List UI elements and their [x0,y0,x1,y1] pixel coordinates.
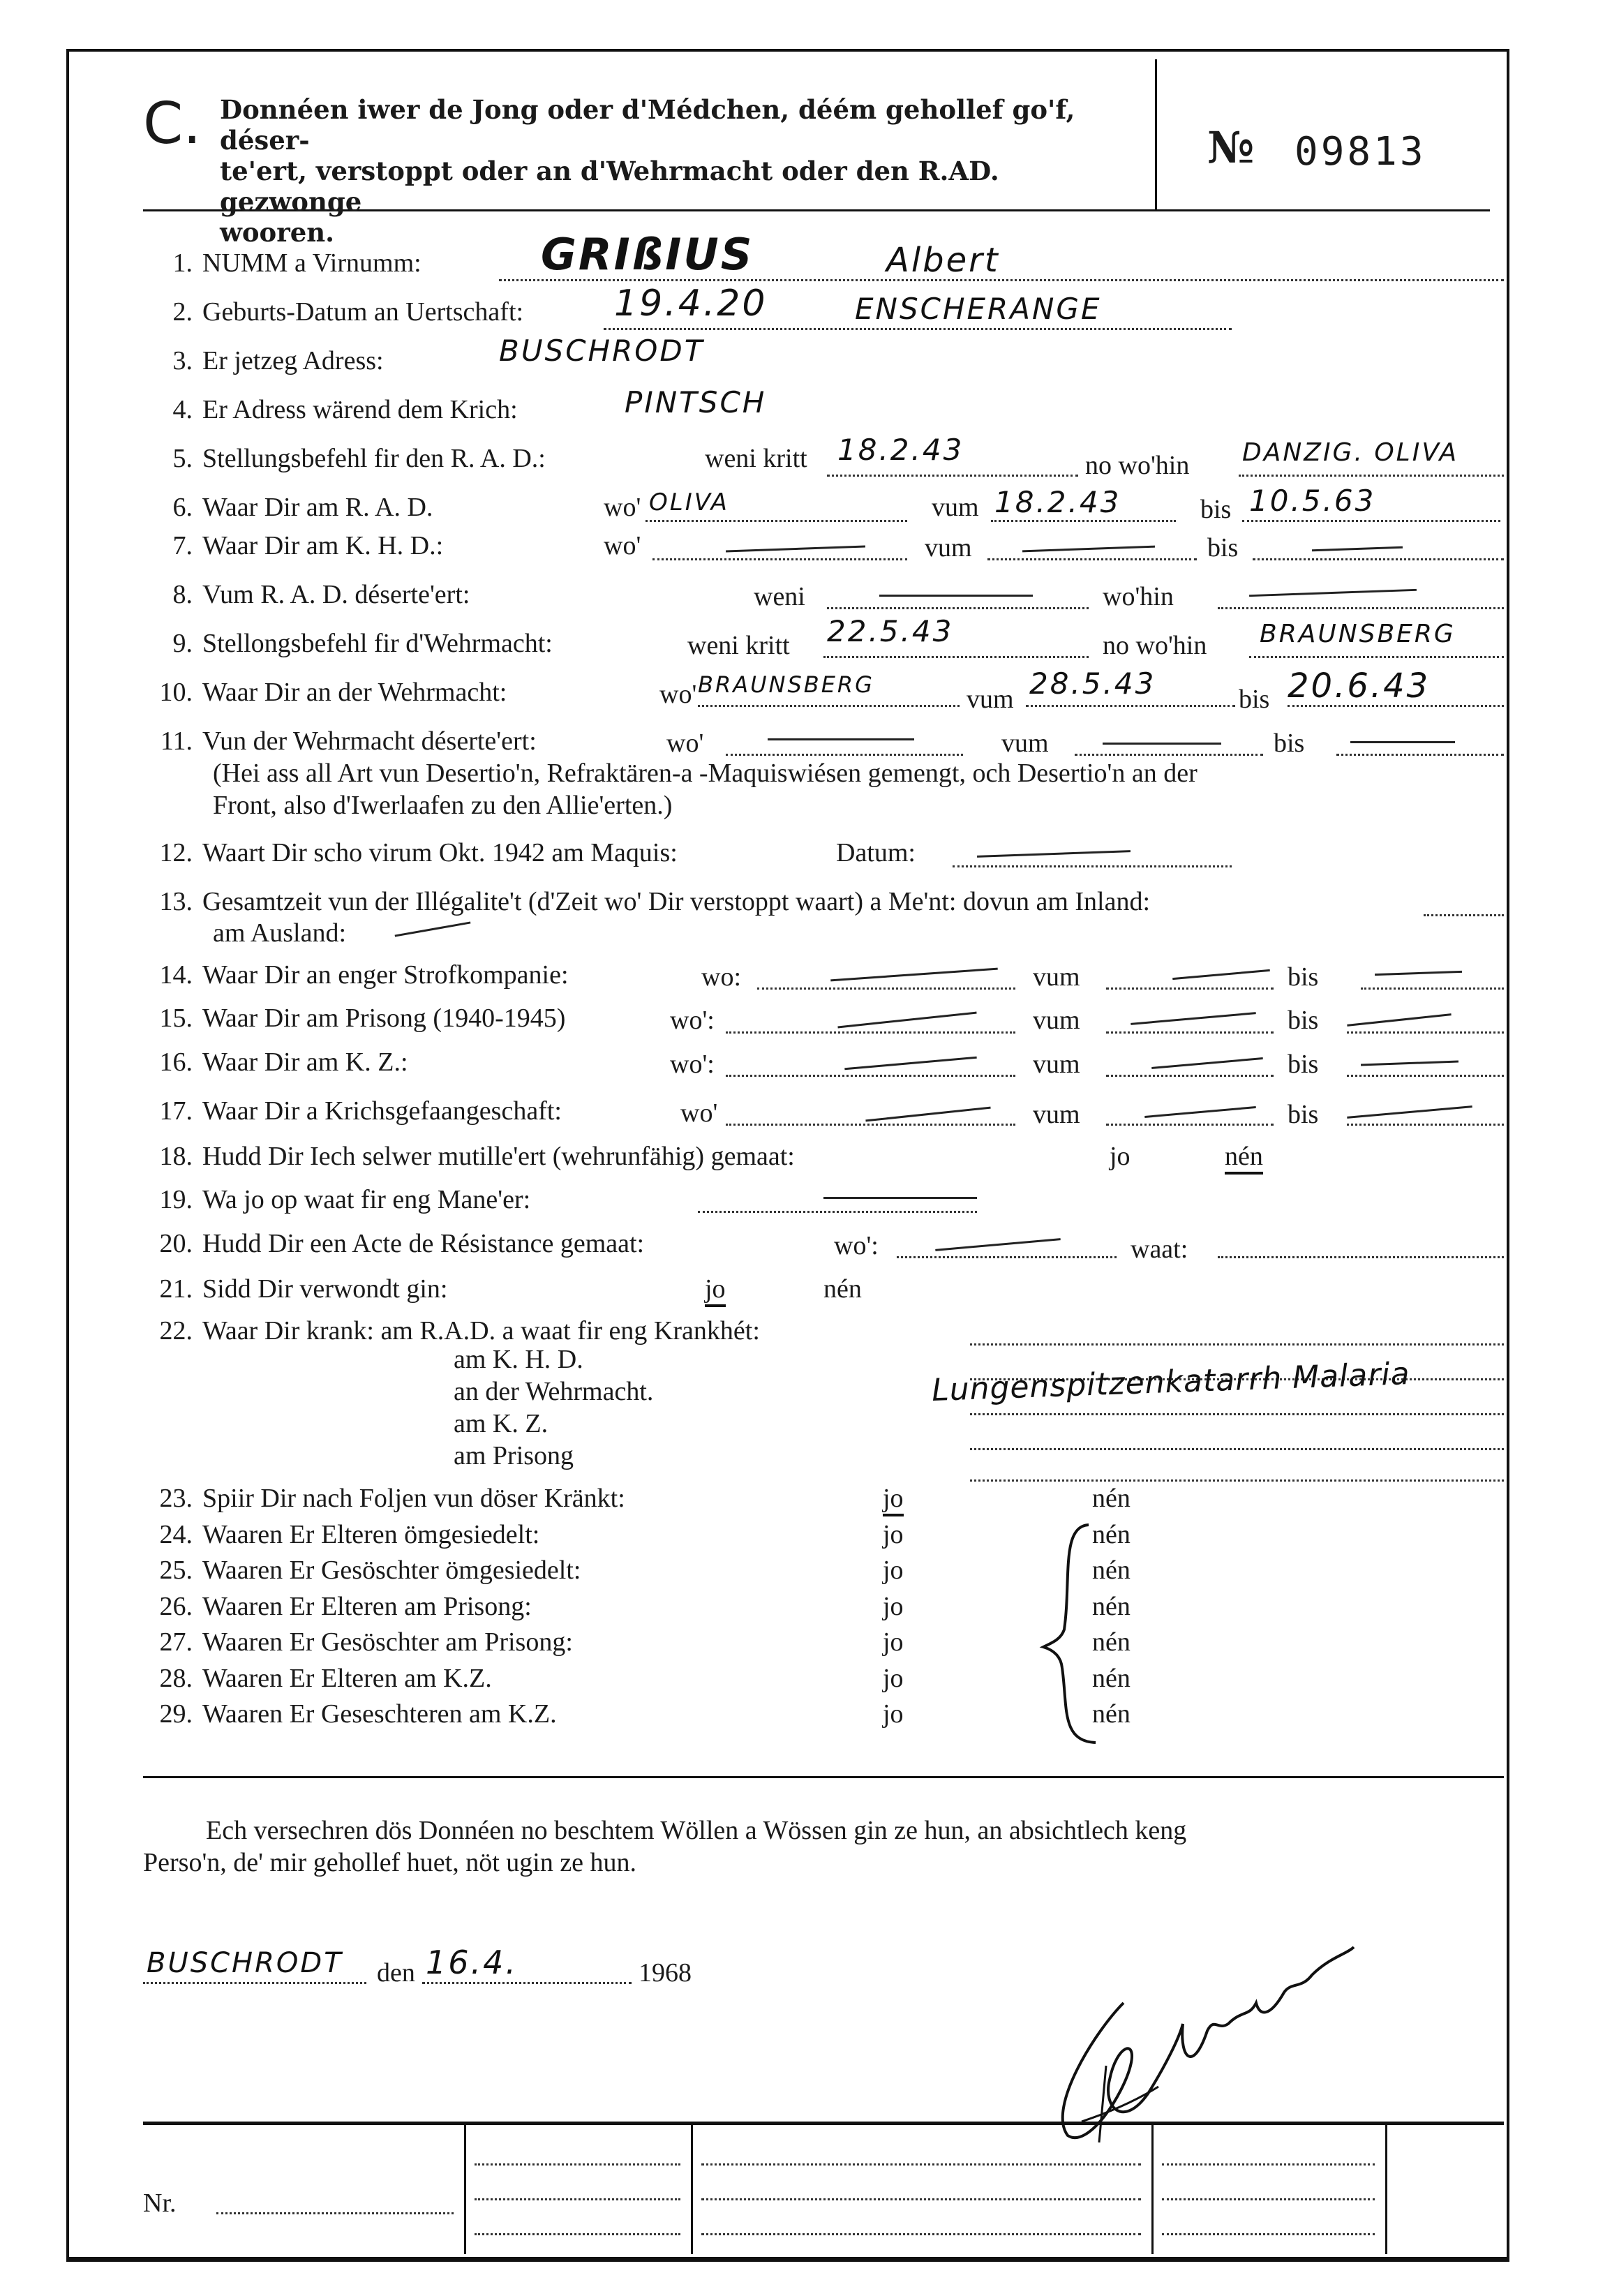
field-22-line-3[interactable] [970,1413,1504,1415]
field-8-wohin: wo'hin [1103,582,1174,611]
handwritten-brace [1033,1518,1103,1748]
field-14-to-line[interactable] [1361,987,1504,990]
field-11-from-dash [1103,743,1221,745]
field-16-where-line[interactable] [726,1075,1015,1077]
field-23-nen[interactable]: nén [1092,1484,1131,1513]
field-22: 22. Waar Dir krank: am R.A.D. a waat fir eng Krankhét: [159,1316,760,1345]
field-28-jo[interactable]: jo [883,1664,904,1693]
field-1-firstname: Albert [886,241,1000,280]
section-letter: C. [143,91,202,157]
field-10-where: BRAUNSBERG [698,671,874,698]
field-16-wo: wo': [670,1050,715,1079]
field-16-label: Waar Dir am K. Z.: [202,1048,408,1077]
header-divider [1155,59,1157,209]
field-6-from: 18.2.43 [994,485,1121,519]
field-29-nen[interactable]: nén [1092,1699,1131,1729]
field-6-wo: wo' [604,493,641,522]
field-11-to-line[interactable] [1336,754,1504,756]
footer-divider-3 [1151,2123,1154,2254]
footer-cell-2-line-2[interactable] [475,2198,680,2200]
field-22-illness: Lungenspitzenkatarrh Malaria [931,1356,1411,1408]
field-14-label: Waar Dir an enger Strofkompanie: [202,960,569,990]
field-15: 15. Waar Dir am Prisong (1940-1945) [159,1004,566,1033]
field-26-nen[interactable]: nén [1092,1592,1131,1621]
field-23-label: Spiir Dir nach Foljen vun döser Kränkt: [202,1484,625,1513]
field-8-date-line[interactable] [827,607,1089,609]
field-29: 29. Waaren Er Geseschteren am K.Z. [159,1699,557,1729]
field-27-label: Waaren Er Gesöschter am Prisong: [202,1627,573,1657]
field-17-vum: vum [1033,1100,1080,1129]
field-2-label: Geburts-Datum an Uertschaft: [202,297,524,327]
field-27-jo[interactable]: jo [883,1627,904,1657]
footer-divider-2 [691,2123,693,2254]
field-18-jo[interactable]: jo [1110,1142,1131,1171]
field-8: 8. Vum R. A. D. déserte'ert: [172,580,470,609]
field-6-to: 10.5.63 [1249,484,1376,518]
field-9-label: Stellongsbefehl fir d'Wehrmacht: [202,629,553,658]
field-22-sublist: am K. H. D. an der Wehrmacht. am K. Z. am Prisong [454,1345,654,1470]
field-3-label: Er jetzeg Adress: [202,346,384,375]
field-28: 28. Waaren Er Elteren am K.Z. [159,1664,492,1693]
field-5-place-line[interactable] [1239,475,1504,477]
field-5: 5. Stellungsbefehl fir den R. A. D.: [172,444,546,473]
field-15-bis: bis [1288,1006,1319,1035]
field-11-bis: bis [1274,729,1305,758]
signature-place-line[interactable] [143,1982,366,1984]
signature-den: den [377,1958,415,1988]
field-11-to-dash [1350,741,1455,743]
field-5-weni: weni kritt [705,444,807,473]
field-23-jo-selected[interactable]: jo [883,1483,904,1516]
field-21-jo-selected[interactable]: jo [705,1274,726,1307]
field-7-bis: bis [1207,533,1239,562]
field-9: 9. Stellongsbefehl fir d'Wehrmacht: [172,629,553,658]
field-22-line-4[interactable] [970,1448,1504,1450]
footer-cell-3-line-3[interactable] [701,2233,1141,2235]
field-5-date: 18.2.43 [837,433,964,467]
field-1-label: NUMM a Virnumm: [202,248,421,278]
field-10-to: 20.6.43 [1288,666,1431,706]
field-9-weni: weni kritt [687,631,790,660]
field-23: 23. Spiir Dir nach Foljen vun döser Kränkt: [159,1484,625,1513]
declaration-text: Ech versechren dös Donnéen no beschtem Wöllen a Wössen gin ze hun, an absichtlech keng Perso'n, de' mir gehollef huet, nöt ugin ze hun. [143,1816,1187,1877]
field-19-line[interactable] [698,1211,977,1213]
field-15-label: Waar Dir am Prisong (1940-1945) [202,1004,566,1033]
field-4-label: Er Adress wärend dem Krich: [202,395,518,424]
field-4-value: PINTSCH [625,385,767,419]
footer-cell-2-line-1[interactable] [475,2163,680,2165]
field-6-label: Waar Dir am R. A. D. [202,493,433,522]
field-3: 3. Er jetzeg Adress: [172,346,384,375]
field-20-wo: wo': [834,1231,879,1260]
header-intro: Donnéen iwer de Jong oder d'Médchen, déém gehollef go'f, déser- te'ert, verstoppt oder an d'Wehrmacht oder den R.AD. gezwonge wooren. [220,94,1075,248]
field-14-vum: vum [1033,962,1080,992]
field-2-place: ENSCHERANGE [855,292,1102,326]
form-number: 09813 [1295,129,1426,174]
field-12: 12. Waart Dir scho virum Okt. 1942 am Maquis: [159,838,678,867]
field-16-bis: bis [1288,1050,1319,1079]
field-21: 21. Sidd Dir verwondt gin: [159,1274,448,1304]
field-11-wo: wo' [666,729,704,758]
field-7-wo: wo' [604,531,641,560]
signature-year: 1968 [639,1958,692,1988]
field-1: 1. NUMM a Virnumm: [172,248,421,278]
field-17-from-line[interactable] [1106,1124,1274,1126]
field-7-vum: vum [925,533,972,562]
field-6-where: OLIVA [649,489,729,516]
field-15-vum: vum [1033,1006,1080,1035]
field-22-line-1[interactable] [970,1343,1504,1345]
field-25-jo[interactable]: jo [883,1556,904,1585]
field-10-where-line[interactable] [698,705,960,707]
field-8-label: Vum R. A. D. déserte'ert: [202,580,470,609]
field-15-to-line[interactable] [1347,1031,1504,1034]
field-26-jo[interactable]: jo [883,1592,904,1621]
field-13-inland-line[interactable] [1424,914,1504,916]
field-7-label: Waar Dir am K. H. D.: [202,531,444,560]
field-27: 27. Waaren Er Gesöschter am Prisong: [159,1627,573,1657]
field-6-to-line[interactable] [1242,520,1500,522]
field-14-wo: wo: [701,962,741,992]
field-2-date: 19.4.20 [614,283,768,325]
field-26-label: Waaren Er Elteren am Prisong: [202,1592,532,1621]
field-11-from-line[interactable] [1075,754,1263,756]
field-15-from-line[interactable] [1106,1031,1274,1034]
field-9-date: 22.5.43 [827,614,954,648]
field-9-place-line[interactable] [1249,656,1504,658]
footer-cell-3-line-1[interactable] [701,2163,1141,2165]
field-24-jo[interactable]: jo [883,1520,904,1549]
field-27-nen[interactable]: nén [1092,1627,1131,1657]
field-5-label: Stellungsbefehl fir den R. A. D.: [202,444,546,473]
field-20-label: Hudd Dir een Acte de Résistance gemaat: [202,1229,645,1258]
field-22-label: Waar Dir krank: am R.A.D. a waat fir eng Krankhét: [202,1316,760,1345]
footer-divider-4 [1385,2123,1387,2254]
field-17-where-line[interactable] [726,1124,1015,1126]
field-18-label: Hudd Dir Iech selwer mutille'ert (wehrunfähig) gemaat: [202,1142,795,1171]
field-14-bis: bis [1288,962,1319,992]
field-12-date-line[interactable] [953,865,1232,867]
field-24: 24. Waaren Er Elteren ömgesiedelt: [159,1520,540,1549]
field-9-place: BRAUNSBERG [1260,620,1456,648]
signature-date: 16.4. [426,1944,518,1981]
field-14-where-line[interactable] [757,987,1015,990]
field-4: 4. Er Adress wärend dem Krich: [172,395,518,424]
footer-cell-3-line-2[interactable] [701,2198,1141,2200]
field-17-bis: bis [1288,1100,1319,1129]
field-10-vum: vum [967,685,1014,714]
field-16: 16. Waar Dir am K. Z.: [159,1048,408,1077]
field-6-vum: vum [932,493,979,522]
field-5-place: DANZIG. OLIVA [1242,438,1459,467]
field-10-wo: wo' [659,680,697,709]
field-7-where-line[interactable] [652,558,907,560]
footer-cell-4-line-1[interactable] [1162,2163,1375,2165]
footer-nr-line[interactable] [216,2212,454,2214]
field-6-bis: bis [1200,495,1232,524]
field-7: 7. Waar Dir am K. H. D.: [172,531,444,560]
field-8-date-dash [879,595,1033,597]
field-21-label: Sidd Dir verwondt gin: [202,1274,448,1304]
field-28-label: Waaren Er Elteren am K.Z. [202,1664,492,1693]
declaration-rule [143,1776,1504,1778]
signature-date-line[interactable] [422,1982,632,1984]
field-25-label: Waaren Er Gesöschter ömgesiedelt: [202,1556,581,1585]
field-8-weni: weni [754,582,805,611]
field-29-jo[interactable]: jo [883,1699,904,1729]
field-19-dash [823,1197,977,1199]
field-17-label: Waar Dir a Krichsgefaangeschaft: [202,1096,562,1126]
field-17-wo: wo' [680,1098,718,1128]
field-9-date-line[interactable] [823,656,1089,658]
field-25-nen[interactable]: nén [1092,1556,1131,1585]
field-16-from-line[interactable] [1106,1075,1274,1077]
field-25: 25. Waaren Er Gesöschter ömgesiedelt: [159,1556,581,1585]
field-11-vum: vum [1001,729,1049,758]
footer-top-rule [143,2122,1504,2125]
field-20: 20. Hudd Dir een Acte de Résistance gemaat: [159,1229,645,1258]
field-10-bis: bis [1239,685,1270,714]
field-28-nen[interactable]: nén [1092,1664,1131,1693]
footer-cell-4-line-3[interactable] [1162,2233,1375,2235]
field-19-label: Wa jo op waat fir eng Mane'er: [202,1185,531,1214]
field-1-surname: GRIßIUS [541,229,754,280]
field-10: 10. Waar Dir an der Wehrmacht: [159,678,507,707]
field-5-date-line[interactable] [827,475,1078,477]
field-13-ausland: am Ausland: [213,918,347,948]
field-20-what-line[interactable] [1218,1256,1504,1258]
field-12-datum: Datum: [836,838,916,867]
field-14-from-line[interactable] [1106,987,1274,990]
footer-cell-2-line-3[interactable] [475,2233,680,2235]
field-9-wohin: no wo'hin [1103,631,1207,660]
field-6-where-line[interactable] [646,520,907,522]
field-15-wo: wo': [670,1006,715,1035]
footer-divider-1 [464,2123,466,2254]
field-20-where-line[interactable] [897,1256,1117,1258]
footer-nr-label: Nr. [143,2189,177,2218]
field-6-from-line[interactable] [991,520,1176,522]
field-29-label: Waaren Er Geseschteren am K.Z. [202,1699,557,1729]
field-24-label: Waaren Er Elteren ömgesiedelt: [202,1520,540,1549]
field-11-where-dash [768,738,914,740]
field-24-nen[interactable]: nén [1092,1520,1131,1549]
field-2: 2. Geburts-Datum an Uertschaft: [172,297,524,327]
field-7-to-line[interactable] [1253,558,1504,560]
field-16-to-line[interactable] [1347,1075,1504,1077]
field-17-to-line[interactable] [1347,1124,1504,1126]
field-18: 18. Hudd Dir Iech selwer mutille'ert (wehrunfähig) gemaat: [159,1142,795,1171]
field-3-value: BUSCHRODT [499,334,705,368]
field-10-label: Waar Dir an der Wehrmacht: [202,678,507,707]
field-8-place-line[interactable] [1218,607,1504,609]
field-20-waat: waat: [1131,1235,1188,1264]
field-11-label: Vun der Wehrmacht déserte'ert: [202,726,537,756]
field-7-from-line[interactable] [987,558,1197,560]
field-15-where-line[interactable] [726,1031,1015,1034]
field-26: 26. Waaren Er Elteren am Prisong: [159,1592,532,1621]
field-10-from-line[interactable] [1026,705,1235,707]
field-6: 6. Waar Dir am R. A. D. [172,493,433,522]
field-2-line[interactable] [604,328,1232,330]
signature-place: BUSCHRODT [147,1947,343,1979]
number-sign: № [1207,122,1255,173]
field-11-note: (Hei ass all Art vun Desertio'n, Refraktären-a -Maquiswiésen gemengt, och Desertio'n an der Front, also d'Iwerlaafen zu den Allie'erten.) [213,759,1198,820]
field-14: 14. Waar Dir an enger Strofkompanie: [159,960,569,990]
field-18-nen-selected[interactable]: nén [1225,1141,1263,1175]
field-11: 11. Vun der Wehrmacht déserte'ert: [160,726,537,756]
field-5-wohin: no wo'hin [1085,451,1190,480]
field-13-label: Gesamtzeit vun der Illégalite't (d'Zeit wo' Dir verstoppt waart) a Me'nt: dovun am Inland: [202,887,1151,916]
field-19: 19. Wa jo op waat fir eng Mane'er: [159,1185,531,1214]
field-17: 17. Waar Dir a Krichsgefaangeschaft: [159,1096,562,1126]
field-22-line-5[interactable] [970,1479,1504,1482]
field-21-nen[interactable]: nén [823,1274,862,1304]
field-12-label: Waart Dir scho virum Okt. 1942 am Maquis: [202,838,678,867]
field-16-vum: vum [1033,1050,1080,1079]
field-11-where-line[interactable] [726,754,963,756]
field-10-from: 28.5.43 [1029,666,1156,701]
field-13: 13. Gesamtzeit vun der Illégalite't (d'Zeit wo' Dir verstoppt waart) a Me'nt: dovun am Inland: [159,887,1151,916]
footer-cell-4-line-2[interactable] [1162,2198,1375,2200]
